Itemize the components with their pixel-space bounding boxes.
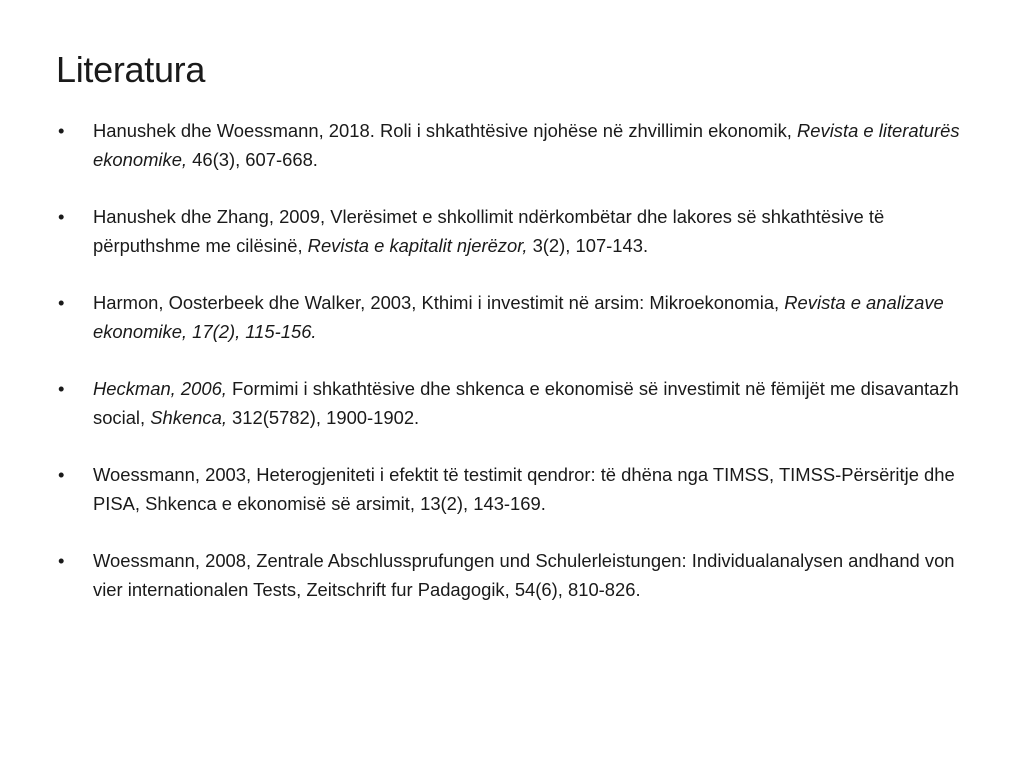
reference-segment: Hanushek dhe Woessmann, 2018. Roli i shkathtësive njohëse në zhvillimin ekonomik, [93,120,797,141]
reference-item [56,116,976,174]
reference-item [56,202,976,260]
reference-list [56,116,976,632]
bullet-icon: • [58,464,65,485]
bullet-icon: • [58,120,65,141]
bullet-icon: • [58,292,65,313]
reference-segment: Hanushek dhe Zhang, 2009, Vlerësimet e shkollimit ndërkombëtar dhe lakores së shkathtësive të përputhshme me cilësinë, [93,206,885,256]
bullet-icon: • [58,550,65,571]
reference-text [93,206,884,256]
reference-text [93,464,955,514]
bullet-icon: • [58,206,65,227]
reference-item [56,460,976,518]
journal-title: Shkenca, [150,407,227,428]
journal-title: Revista e kapitalit njerëzor, [307,235,528,256]
reference-text [93,378,959,428]
reference-text [93,292,944,342]
reference-segment: Woessmann, 2003, Heterogjeniteti i efektit të testimit qendror: të dhëna nga TIMSS, TIMSS-Përsëritje dhe PISA, Shkenca e ekonomisë së arsimit, 13(2), 143-169. [93,464,955,514]
reference-segment: Formimi i shkathtësive dhe shkenca e ekonomisë së investimit në fëmijët me disavantazh social, [93,378,959,428]
journal-title: Revista e literaturës ekonomike, [93,120,960,170]
slide-title: Literatura [56,49,206,90]
reference-segment: 312(5782), 1900-1902. [226,407,420,428]
reference-item [56,546,976,604]
reference-text [93,550,955,600]
reference-segment: 3(2), 107-143. [527,235,649,256]
reference-segment: Harmon, Oosterbeek dhe Walker, 2003, Kthimi i investimit në arsim: Mikroekonomia, [93,292,785,313]
reference-segment: Woessmann, 2008, Zentrale Abschlussprufungen und Schulerleistungen: Individualanalysen andhand von vier internationalen Tests, Zeitschrift fur Padagogik, 54(6), 810-826. [93,550,955,600]
reference-item [56,374,976,432]
journal-title: Revista e analizave ekonomike, 17(2), 115-156. [93,292,944,342]
reference-item [56,288,976,346]
reference-text [93,120,960,170]
bullet-icon: • [58,378,65,399]
reference-segment: 46(3), 607-668. [187,149,318,170]
author-year: Heckman, 2006, [93,378,227,399]
